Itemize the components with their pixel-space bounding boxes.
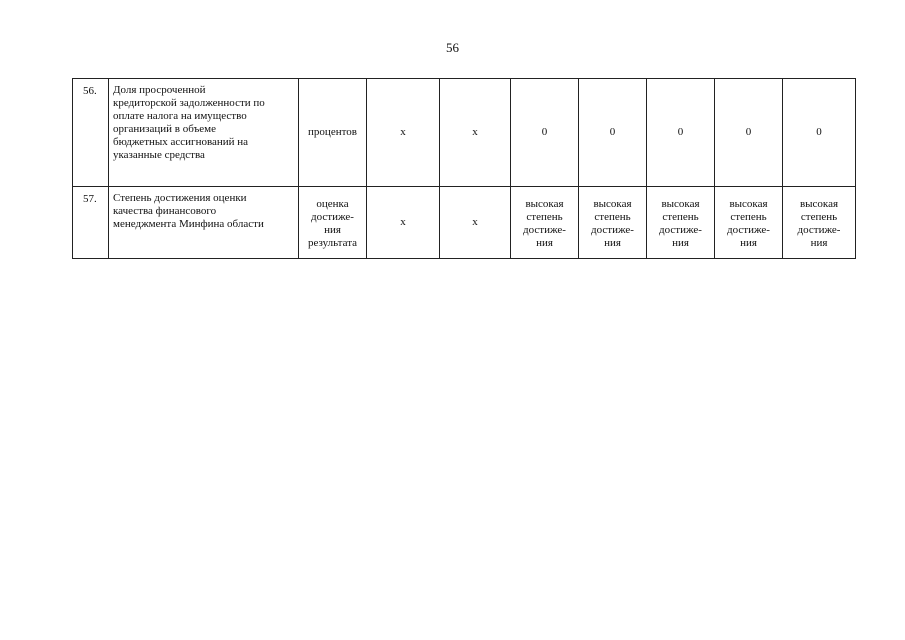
table-row (73, 79, 856, 187)
row-number: 57. (73, 187, 109, 259)
value-cell: 0 (715, 79, 783, 187)
value-cell: х (367, 79, 440, 187)
value-cell: высокая степень достиже- ния (715, 187, 783, 259)
indicator-name: Доля просроченной кредиторской задолженности по оплате налога на имущество организаций в объеме бюджетных ассигнований на указанные средства (109, 79, 299, 187)
indicators-table (72, 78, 856, 259)
value-cell: высокая степень достиже- ния (647, 187, 715, 259)
unit-cell: процентов (299, 79, 367, 187)
value-cell: 0 (511, 79, 579, 187)
value-cell: высокая степень достиже- ния (783, 187, 856, 259)
page-number: 56 (446, 40, 459, 55)
row-number: 56. (73, 79, 109, 187)
value-cell: х (440, 79, 511, 187)
value-cell: высокая степень достиже- ния (579, 187, 647, 259)
value-cell: 0 (579, 79, 647, 187)
value-cell: х (367, 187, 440, 259)
value-cell: 0 (783, 79, 856, 187)
table-row (73, 187, 856, 259)
indicator-name: Степень достижения оценки качества финансового менеджмента Минфина области (109, 187, 299, 259)
unit-cell: оценка достиже- ния результата (299, 187, 367, 259)
value-cell: высокая степень достиже- ния (511, 187, 579, 259)
value-cell: х (440, 187, 511, 259)
value-cell: 0 (647, 79, 715, 187)
